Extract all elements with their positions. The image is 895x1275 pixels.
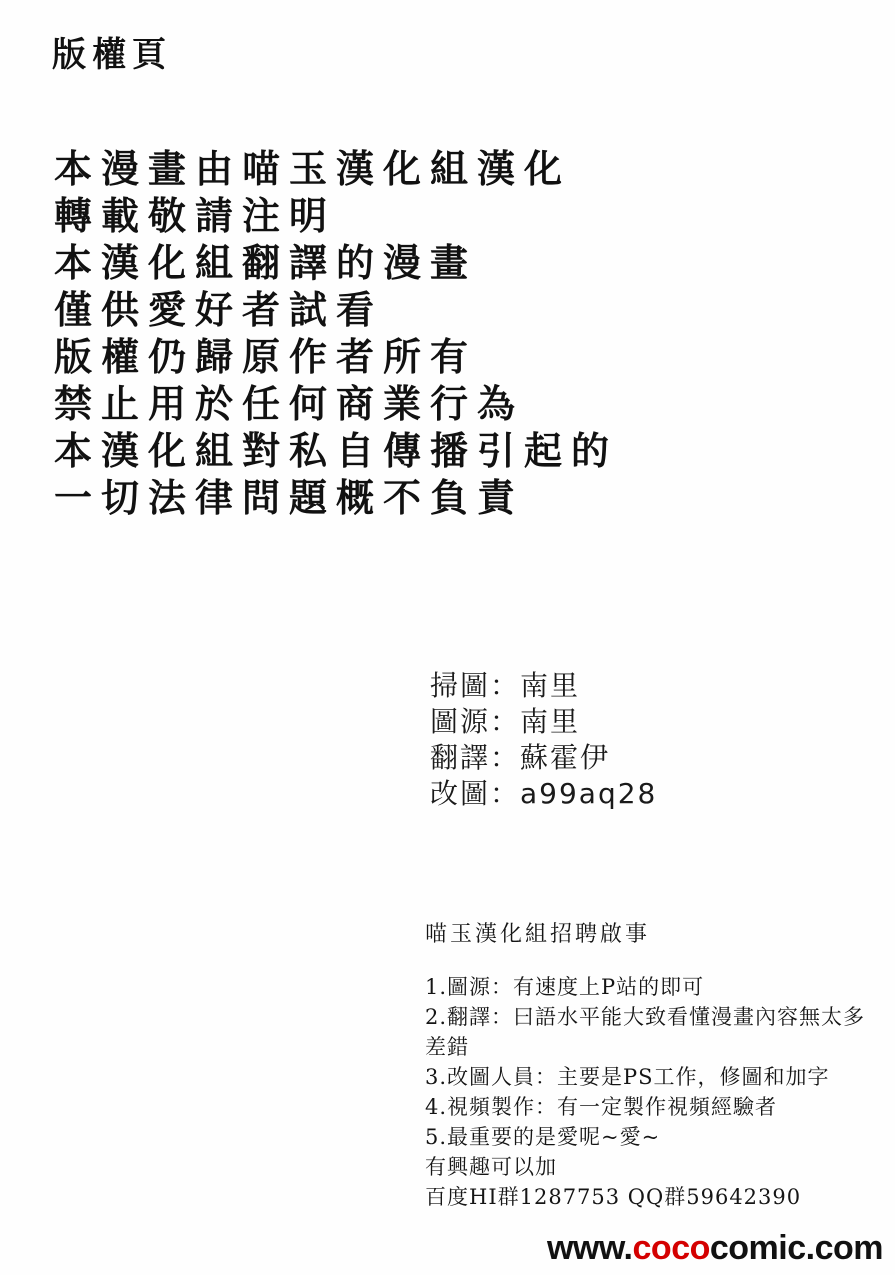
recruitment-item: 5.最重要的是愛呢~愛~ (425, 1125, 661, 1149)
recruitment-item: 4.視頻製作：有一定製作視頻經驗者 (425, 1095, 778, 1119)
notice-line: 禁止用於任何商業行為 (54, 381, 525, 426)
recruitment-item: 1.圖源：有速度上P站的即可 (425, 975, 705, 999)
notice-line: 僅供愛好者試看 (54, 287, 384, 332)
notice-line: 本漫畫由喵玉漢化組漢化 (54, 146, 572, 191)
credit-translation: 翻譯：蘇霍伊 (430, 741, 611, 774)
recruitment-list (425, 972, 885, 1152)
watermark-suffix: .com (805, 1229, 883, 1267)
recruitment-item: 3.改圖人員：主要是PS工作，修圖和加字 (425, 1065, 830, 1089)
watermark-prefix: www. (546, 1229, 633, 1267)
notice-line: 一切法律問題概不負責 (54, 475, 525, 520)
staff-credits (430, 668, 657, 812)
notice-line: 本漢化組翻譯的漫畫 (54, 240, 478, 285)
group-numbers: 百度HI群1287753 QQ群59642390 (425, 1185, 802, 1209)
notice-line: 轉載敬請注明 (54, 193, 337, 238)
notice-line: 版權仍歸原作者所有 (54, 334, 478, 379)
page-title: 版權頁 (52, 35, 172, 75)
copyright-notice (54, 145, 618, 521)
credit-source: 圖源：南里 (430, 705, 581, 738)
recruitment-item: 2.翻譯：曰語水平能大致看懂漫畫內容無太多差錯 (425, 1005, 866, 1059)
watermark-brand-black: comic (709, 1229, 806, 1267)
site-watermark (547, 1229, 883, 1267)
recruitment-title: 喵玉漢化組招聘啟事 (425, 922, 651, 947)
credit-edit: 改圖：a99aq28 (430, 777, 658, 810)
recruitment-notice (425, 920, 885, 1212)
credit-scan: 掃圖：南里 (430, 669, 581, 702)
notice-line: 本漢化組對私自傳播引起的 (54, 428, 619, 473)
join-label: 有興趣可以加 (425, 1155, 557, 1179)
watermark-brand-red: coco (632, 1229, 710, 1267)
